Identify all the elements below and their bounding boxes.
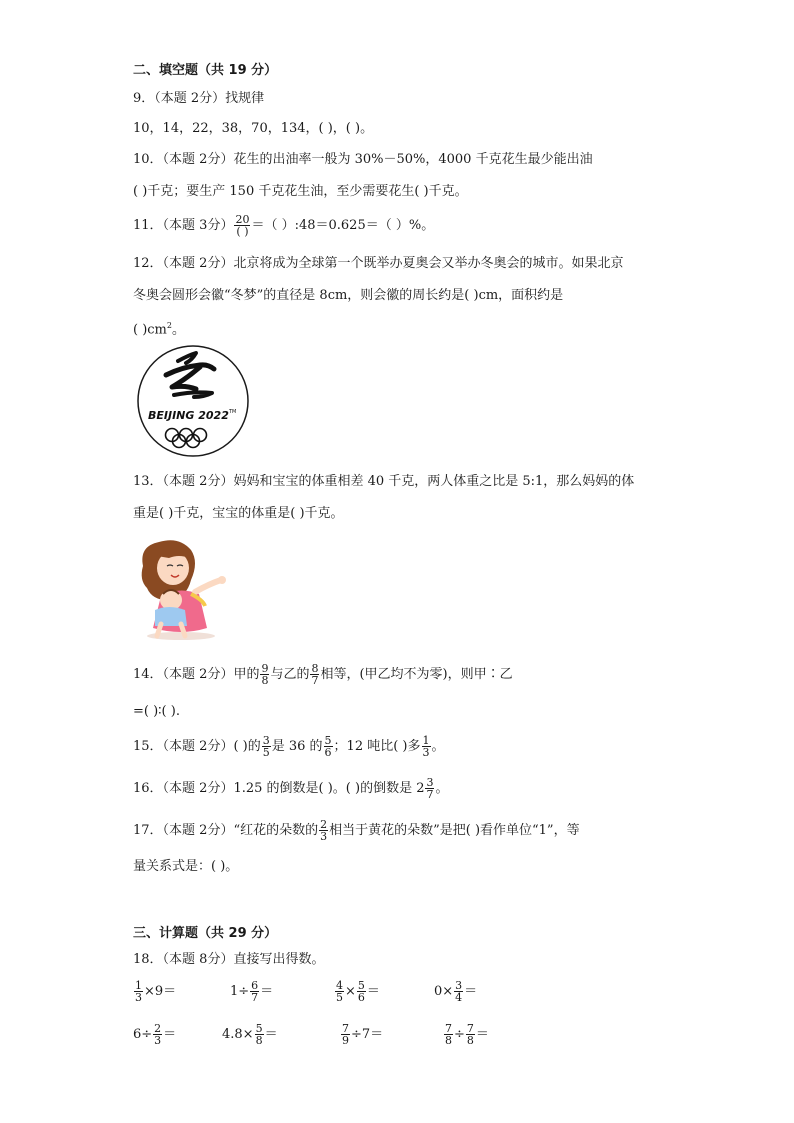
fraction-numerator: 7: [445, 1022, 452, 1035]
fraction-denominator: 8: [466, 1034, 474, 1047]
calc-expression: ＝: [464, 984, 478, 999]
fraction-numerator: 20: [235, 213, 250, 226]
calc-expression: ＝: [260, 984, 274, 999]
fraction-denominator: 7: [311, 674, 319, 687]
question-11: [133, 212, 434, 240]
fraction-3-5: [262, 735, 271, 758]
fraction-denominator: 3: [154, 1034, 162, 1047]
question-9-label: 9．（本题 2分）找规律: [133, 91, 265, 106]
fraction-1-3: [422, 735, 431, 758]
calc-item-6: [222, 1023, 278, 1046]
fraction-numerator: 3: [426, 776, 434, 789]
fraction-denominator: 5: [262, 746, 270, 759]
fraction-denominator: 9: [342, 1034, 349, 1047]
question-17-line2: 量关系式是：( )。: [133, 859, 239, 874]
question-13-line1: 13．（本题 2分）妈妈和宝宝的体重相差 40 千克，两人体重之比是 5:1，那么妈妈的体: [133, 474, 635, 489]
question-13-line2: 重是( )千克，宝宝的体重是( )千克。: [133, 506, 344, 521]
calc-fraction: [357, 980, 366, 1003]
calc-prefix: 4.8×: [222, 1027, 254, 1042]
question-12-suffix: 。: [171, 322, 185, 338]
fraction-numerator: 5: [357, 979, 365, 992]
calc-fraction: [153, 1023, 162, 1046]
question-15-middle-2: ；12 吨比( )多: [333, 739, 421, 754]
fraction-numerator: 5: [324, 734, 332, 747]
unit-exponent: 2: [166, 321, 172, 330]
fraction-numerator: 7: [342, 1022, 349, 1035]
fraction-numerator: 8: [311, 662, 319, 675]
fraction-denominator: 6: [324, 746, 332, 759]
calc-fraction: [444, 1023, 453, 1046]
fraction-denominator: 4: [455, 991, 463, 1004]
fraction-9-8: [260, 663, 269, 686]
fraction-3-7: [425, 777, 434, 800]
fraction-denominator: 7: [426, 788, 434, 801]
fraction-denominator: 3: [135, 991, 142, 1004]
fraction-numerator: 9: [261, 662, 269, 675]
emblem-text: BEIJING 2022: [148, 409, 229, 422]
calc-item-4: [434, 980, 477, 1003]
question-14-middle: 与乙的: [270, 667, 310, 682]
fraction-2-3: [319, 819, 328, 842]
question-17-prefix: 17．（本题 2分）“红花的朵数的: [133, 823, 319, 838]
mother-and-baby-illustration: [133, 536, 229, 642]
question-17-line1: [133, 818, 580, 844]
fraction-denominator: 7: [251, 991, 259, 1004]
calc-fraction: [134, 980, 143, 1003]
fraction-denominator: 3: [422, 746, 430, 759]
calc-item-7: [340, 1023, 383, 1046]
fraction-numerator: 2: [320, 818, 328, 831]
calc-operator: ÷: [454, 1027, 465, 1042]
question-15: [133, 734, 445, 760]
fraction-numerator: 4: [336, 979, 343, 992]
question-11-suffix: ＝（ ）:48＝0.625＝（ ）%。: [251, 218, 435, 233]
fraction-numerator: 5: [255, 1022, 263, 1035]
fraction-denominator: 8: [261, 674, 269, 687]
fraction-numerator: 7: [466, 1022, 474, 1035]
calc-fraction: [250, 980, 259, 1003]
section-title-calculation: 三、计算题（共 29 分）: [133, 926, 278, 941]
question-17-suffix: 相当于黄花的朵数”是把( )看作单位“1”，等: [329, 823, 580, 838]
question-12-line2: 冬奥会圆形会徽“冬梦”的直径是 8cm，则会徽的周长约是( )cm，面积约是: [133, 288, 564, 303]
calc-expression: ＝: [163, 1027, 177, 1042]
section-title-fill-blank: 二、填空题（共 19 分）: [133, 63, 278, 78]
calc-expression: ＝: [264, 1027, 278, 1042]
trademark-mark: TM: [229, 409, 237, 415]
question-15-suffix: 。: [431, 739, 445, 754]
calc-item-3: [334, 980, 380, 1003]
question-12-line1: 12．（本题 2分）北京将成为全球第一个既举办夏奥会又举办冬奥会的城市。如果北京: [133, 256, 624, 271]
calc-operator: ×: [345, 984, 356, 999]
fraction-numerator: 3: [262, 734, 270, 747]
question-14-line2: =( )∶( ).: [133, 704, 180, 719]
question-18-label: 18．（本题 8分）直接写出得数。: [133, 952, 325, 967]
question-12-blank: ( )cm: [133, 322, 167, 338]
question-11-fraction: [234, 214, 250, 237]
question-15-prefix: 15．（本题 2分）( )的: [133, 739, 261, 754]
fraction-denominator: 8: [445, 1034, 452, 1047]
fraction-numerator: 1: [422, 734, 430, 747]
calc-item-1: [133, 980, 176, 1003]
fraction-denominator: 3: [320, 830, 328, 843]
fraction-denominator: 8: [255, 1034, 263, 1047]
calc-item-5: [133, 1023, 176, 1046]
calc-fraction: [335, 980, 344, 1003]
fraction-denominator: 6: [357, 991, 365, 1004]
question-10-line1: 10．（本题 2分）花生的出油率一般为 30%－50%，4000 千克花生最少能出油: [133, 152, 593, 167]
question-11-prefix: 11．（本题 3分）: [133, 218, 234, 233]
question-12-line3: [133, 317, 185, 339]
beijing-2022-emblem-image: [134, 345, 252, 457]
calc-item-8: [443, 1023, 489, 1046]
fraction-numerator: 6: [251, 979, 259, 992]
calc-prefix: 1÷: [230, 984, 250, 999]
fraction-numerator: 3: [455, 979, 463, 992]
calc-expression: ×9＝: [144, 984, 177, 999]
question-9-sequence: 10，14，22，38，70，134，( )，( )。: [133, 121, 374, 136]
fraction-numerator: 1: [135, 979, 142, 992]
fraction-8-7: [310, 663, 319, 686]
fraction-5-6: [324, 735, 333, 758]
question-16: [133, 776, 449, 802]
fraction-denominator: ( ): [236, 225, 249, 238]
fraction-numerator: 2: [154, 1022, 162, 1035]
question-16-suffix: 。: [435, 781, 449, 796]
emblem-circle: [138, 346, 248, 456]
question-10-line2: ( )千克；要生产 150 千克花生油，至少需要花生( )千克。: [133, 184, 468, 199]
question-16-prefix: 16．（本题 2分）1.25 的倒数是( )。( )的倒数是 2: [133, 781, 425, 796]
calc-prefix: 6÷: [133, 1027, 153, 1042]
question-14-suffix: 相等，(甲乙均不为零)，则甲∶乙: [320, 667, 513, 682]
calc-fraction: [466, 1023, 475, 1046]
calc-fraction: [454, 980, 463, 1003]
calc-expression: ÷7＝: [351, 1027, 384, 1042]
question-14-prefix: 14．（本题 2分）甲的: [133, 667, 260, 682]
question-15-middle: 是 36 的: [271, 739, 323, 754]
calc-fraction: [255, 1023, 264, 1046]
calc-item-2: [230, 980, 273, 1003]
calc-prefix: 0×: [434, 984, 454, 999]
calc-expression: ＝: [366, 984, 380, 999]
question-14-line1: [133, 662, 513, 688]
calc-fraction: [341, 1023, 350, 1046]
calc-expression: ＝: [475, 1027, 489, 1042]
fraction-denominator: 5: [336, 991, 343, 1004]
